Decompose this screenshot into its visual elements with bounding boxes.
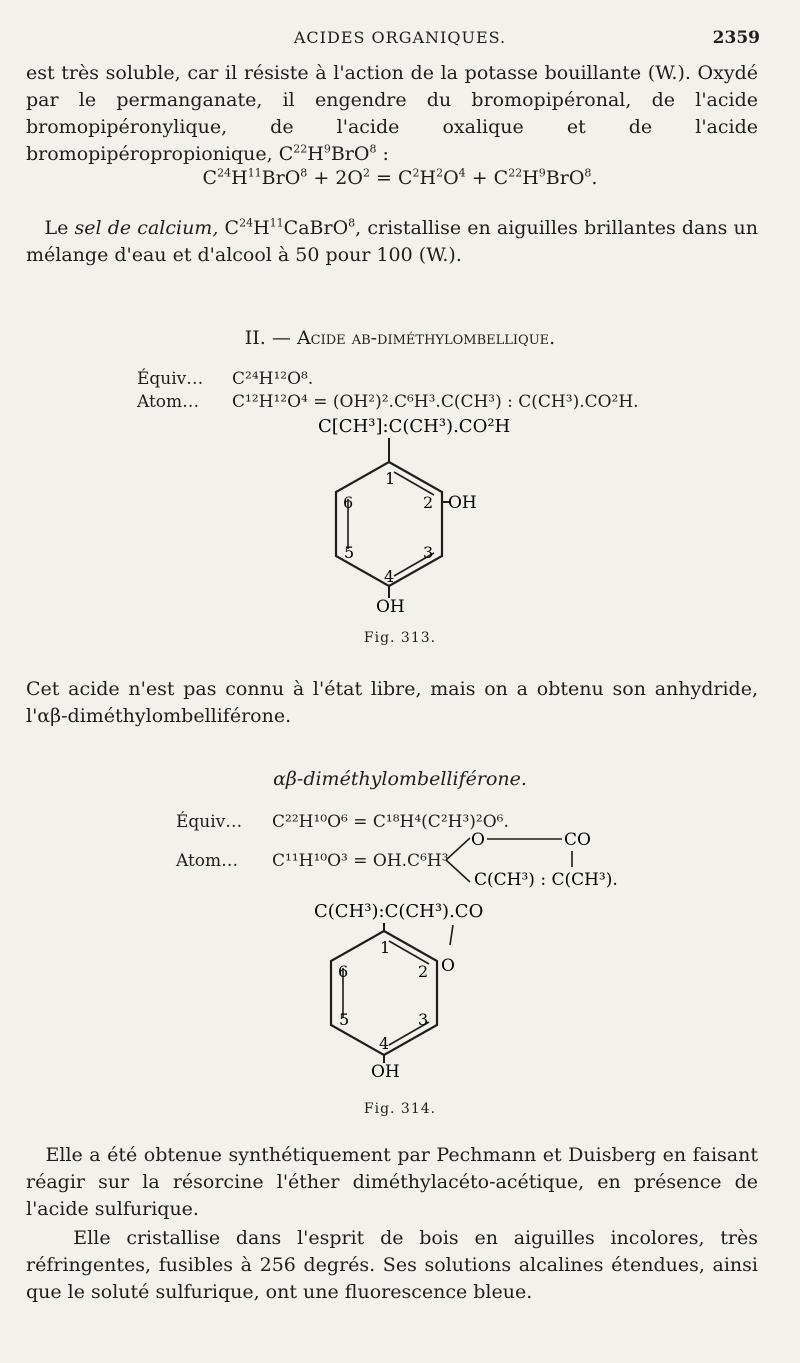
fig314-pos-1: 1 xyxy=(380,938,391,957)
acid-equiv-label: Équiv… xyxy=(137,369,204,389)
ombell-equiv-label: Équiv… xyxy=(176,812,243,832)
fig314-o-right: O xyxy=(441,956,455,976)
anhydride-paragraph: Cet acide n'est pas connu à l'état libre, mais on a obtenu son anhydride, l'αβ-diméthylombelliférone. xyxy=(26,678,758,727)
fig314-pos-4: 4 xyxy=(379,1034,390,1053)
subheading: αβ-diméthylombelliférone. xyxy=(273,768,527,790)
fig314-top-group: C(CH³):C(CH³).CO xyxy=(314,901,484,922)
fig313-pos-6: 6 xyxy=(343,493,354,512)
acid-atom-label: Atom… xyxy=(137,392,200,412)
fig314-oh-bottom: OH xyxy=(371,1062,400,1082)
fig314-pos-2: 2 xyxy=(418,962,429,981)
branch-carbonyl: CO xyxy=(564,830,591,850)
page-number: 2359 xyxy=(712,28,760,48)
intro-paragraph: est très soluble, car il résiste à l'action de la potasse bouillante (W.). Oxydé par le permanganate, il engendre du bromopipéronal, de l'acide bromopipéronylique, de l'acide oxalique et de l'acide bromopipéropropionique, $C^{22}H^9BrO^8$ : xyxy=(26,62,758,165)
ombell-equiv-formula: C²²H¹⁰O⁶ = C¹⁸H⁴(C²H³)²O⁶. xyxy=(272,812,509,832)
fig313-top-group: C[CH³]:C(CH³).CO²H xyxy=(318,416,511,437)
ombell-atom-label: Atom… xyxy=(176,851,239,871)
synthesis-paragraph: Elle a été obtenue synthétiquement par Pechmann et Duisberg en faisant réagir sur la résorcine l'éther diméthylacéto-acétique, en présence de l'acide sulfurique. xyxy=(26,1144,758,1220)
fig314-pos-6: 6 xyxy=(338,962,349,981)
figure-313-caption: Fig. 313. xyxy=(363,630,437,646)
crystal-paragraph: Elle cristallise dans l'esprit de bois en aiguilles incolores, très réfringentes, fusibles à 256 degrés. Ses solutions alcalines étendues, ainsi que le soluté sulfurique, ont une fluorescence bleue. xyxy=(26,1227,758,1303)
branch-oxygen: O xyxy=(471,830,485,850)
fig313-pos-4: 4 xyxy=(384,567,395,586)
acid-atom-formula: C¹²H¹²O⁴ = (OH²)².C⁶H³.C(CH³) : C(CH³).CO²H. xyxy=(232,392,639,412)
branch-dimethyl: C(CH³) : C(CH³). xyxy=(474,870,618,890)
figure-313-structure xyxy=(290,410,530,650)
figure-314-structure xyxy=(290,895,530,1095)
fig314-pos-5: 5 xyxy=(339,1010,350,1029)
fig313-oh-bottom: OH xyxy=(376,597,405,617)
acid-equiv-formula: C²⁴H¹²O⁸. xyxy=(232,369,314,389)
fig313-pos-5: 5 xyxy=(344,543,355,562)
figure-314-caption: Fig. 314. xyxy=(363,1101,437,1117)
fig313-pos-2: 2 xyxy=(423,493,434,512)
fig313-pos-3: 3 xyxy=(423,543,434,562)
section-heading: II. — Acide αβ-diméthylombellique. xyxy=(244,327,556,349)
fig314-pos-3: 3 xyxy=(418,1010,429,1029)
oxidation-equation: $C^{24}H^{11}BrO^8 + 2O^2 = C^2H^2O^4 + C^{22}H^9BrO^8$. xyxy=(202,166,598,189)
calcium-salt-paragraph: Le sel de calcium, $C^{24}H^{11}CaBrO^8$, cristallise en aiguilles brillantes dans un mélange d'eau et d'alcool à 50 pour 100 (W.). xyxy=(26,216,759,266)
ombell-branch-structure xyxy=(440,825,640,895)
ombell-atom-formula: C¹¹H¹⁰O³ = OH.C⁶H³ xyxy=(272,851,449,871)
fig313-oh-right: OH xyxy=(448,493,477,513)
running-header: ACIDES ORGANIQUES. xyxy=(293,28,507,47)
fig313-pos-1: 1 xyxy=(385,469,396,488)
